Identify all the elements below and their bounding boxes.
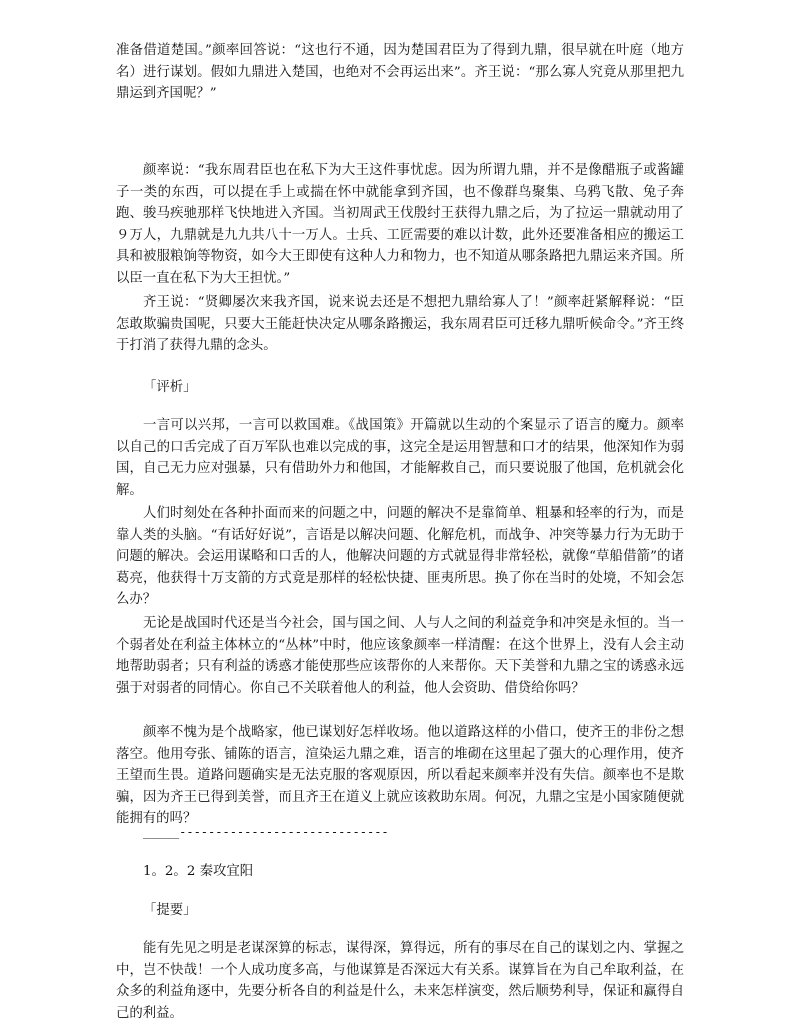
paragraph: 能有先见之明是老谋深算的标志，谋得深，算得远，所有的事尽在自己的谋划之内、掌握之中，岂不快哉！一个人成功度多高，与他谋算是否深远大有关系。谋算旨在为自己牟取利益，在众多的利益角逐中，先要分析各自的利益是什么，未来怎样演变，然后顺势利导，保证和赢得自己的利益。 (116, 941, 684, 1021)
section-heading-summary: 「提要」 (143, 903, 197, 918)
paragraph: 颜率不愧为是个战略家，他已谋划好怎样收场。他以道路这样的小借口，使齐王的非份之想落空。他用夸张、铺陈的语言，渲染运九鼎之难，语言的堆砌在这里起了强大的心理作用，使齐王望而生畏。道路问题确实是无法克服的客观原因，所以看起来颜率并没有失信。颜率也不是欺骗，因为齐王已得到美誉，而且齐王在道义上就应该救助东周。何况，九鼎之宝是小国家随便就能拥有的吗？ (116, 725, 684, 826)
paragraph: 颜率说：“我东周君臣也在私下为大王这件事忧虑。因为所谓九鼎，并不是像醋瓶子或酱罐子一类的东西，可以提在手上或揣在怀中就能拿到齐国，也不像群鸟聚集、乌鸦飞散、兔子奔跑、骏马疾驰那样飞快地进入齐国。当初周武王伐殷纣王获得九鼎之后，为了拉运一鼎就动用了９万人，九鼎就是九九共八十一万人。士兵、工匠需要的难以计数，此外还要准备相应的搬运工具和被服粮饷等物资，如今大王即使有这种人力和物力，也不知道从哪条路把九鼎运来齐国。所以臣一直在私下为大王担忧。” (116, 163, 684, 286)
section-heading-analysis: 「评析」 (143, 380, 197, 395)
separator-line: _____----------------------------- (143, 825, 389, 839)
paragraph: 一言可以兴邦，一言可以救国难。《战国策》开篇就以生动的个案显示了语言的魔力。颜率以自己的口舌完成了百万军队也难以完成的事，这完全是运用智慧和口才的结果，他深知作为弱国，自己无力应对强暴，只有借助外力和他国，才能解救自己，而只要说服了他国，危机就会化解。 (116, 418, 684, 498)
paragraph: 准备借道楚国。”颜率回答说：“这也行不通，因为楚国君臣为了得到九鼎，很早就在叶庭（地方名）进行谋划。假如九鼎进入楚国，也绝对不会再运出来”。齐王说：“那么寡人究竟从那里把九鼎运到齐国呢？” (116, 43, 684, 101)
chapter-heading: 1。2。2 秦攻宜阳 (143, 864, 254, 879)
paragraph: 齐王说：“贤卿屡次来我齐国，说来说去还是不想把九鼎给寡人了！”颜率赶紧解释说：“臣怎敢欺骗贵国呢，只要大王能赶快决定从哪条路搬运，我东周君臣可迁移九鼎听候命令。”齐王终于打消了获得九鼎的念头。 (116, 295, 684, 353)
paragraph: 无论是战国时代还是当今社会，国与国之间、人与人之间的利益竞争和冲突是永恒的。当一个弱者处在利益主体林立的“丛林”中时，他应该象颜率一样清醒：在这个世界上，没有人会主动地帮助弱者；只有利益的诱惑才能使那些应该帮你的人来帮你。天下美誉和九鼎之宝的诱惑永远强于对弱者的同情心。你自己不关联着他人的利益，他人会资助、借贷给你吗？ (116, 616, 684, 696)
paragraph: 人们时刻处在各种扑面而来的问题之中，问题的解决不是靠简单、粗暴和轻率的行为，而是靠人类的头脑。“有话好好说”，言语是以解决问题、化解危机，而战争、冲突等暴力行为无助于问题的解决。会运用谋略和口舌的人，他解决问题的方式就显得非常轻松，就像“草船借箭”的诸葛亮，他获得十万支箭的方式竟是那样的轻松快捷、匪夷所思。换了你在当时的处境，不知会怎么办？ (116, 506, 684, 607)
